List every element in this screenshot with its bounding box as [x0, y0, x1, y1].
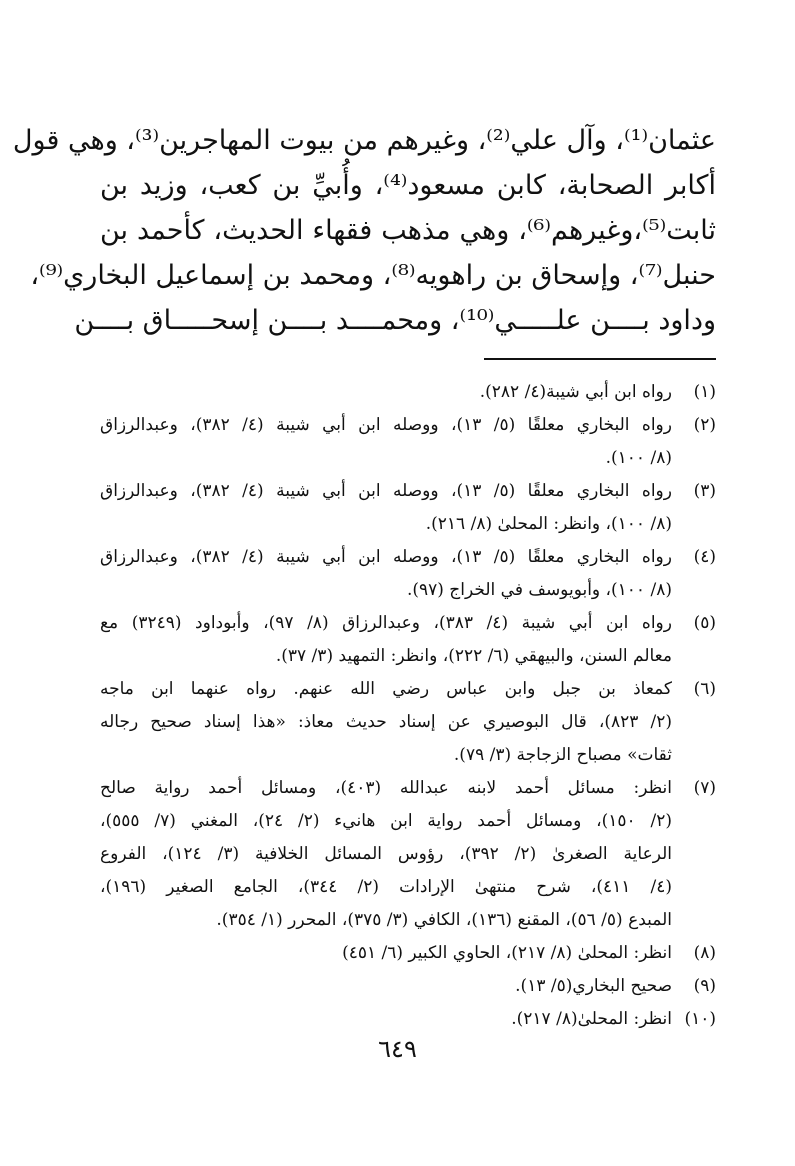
footnote-line: انظر: المحلىٰ(٨/ ٢١٧). [511, 1009, 672, 1029]
footnote-line: رواه البخاري معلقًا (٥/ ١٣)، ووصله ابن أبي شيبة (٤/ ٣٨٢)، وعبدالرزاق [100, 547, 672, 567]
footnote-number: (٩) [693, 976, 716, 996]
footnote-number: (٤) [693, 547, 716, 567]
footnote-9 [100, 970, 716, 1003]
main-line: وداود بــــن علـــــي⁽¹⁰⁾، ومحمــــد بــــن إسحـــــاق بــــن [74, 305, 716, 336]
footnote-5 [100, 607, 716, 673]
footnote-number: (١) [693, 382, 716, 402]
footnote-4 [100, 541, 716, 607]
footnote-number: (٥) [693, 613, 716, 633]
main-line: أكابر الصحابة، كابن مسعود⁽⁴⁾، وأُبيِّ بن كعب، وزيد بن [100, 170, 716, 201]
page-number: ٦٤٩ [378, 1035, 417, 1063]
footnote-7 [100, 772, 716, 937]
footnote-number: (١٠) [684, 1009, 716, 1029]
footnote-6 [100, 673, 716, 772]
footnote-line: (٨/ ١٠٠). [605, 448, 672, 468]
footnote-line: رواه ابن أبي شيبة (٤/ ٣٨٣)، وعبدالرزاق (٨/ ٩٧)، وأبوداود (٣٢٤٩) مع [100, 613, 672, 633]
footnote-text [100, 607, 672, 673]
footnote-text [100, 1003, 672, 1036]
footnote-number: (٨) [693, 943, 716, 963]
footnote-2 [100, 409, 716, 475]
main-line: حنبل⁽⁷⁾، وإسحاق بن راهويه⁽⁸⁾، ومحمد بن إسماعيل البخاري⁽⁹⁾، [30, 260, 716, 291]
page-content [12, 118, 716, 1029]
footnote-text [100, 541, 672, 607]
footnote-line: رواه ابن أبي شيبة(٤/ ٢٨٢). [479, 382, 672, 402]
main-text [12, 118, 716, 343]
footnote-line: الرعاية الصغرىٰ (٢/ ٣٩٢)، رؤوس المسائل الخلافية (٣/ ١٢٤)، الفروع [100, 844, 673, 864]
footnote-line: (٢/ ٨٢٣)، قال البوصيري عن إسناد حديث معاذ: «هذا إسناد صحيح رجاله [100, 712, 672, 732]
footnote-10 [100, 1003, 716, 1036]
main-line: عثمان⁽¹⁾، وآل علي⁽²⁾، وغيرهم من بيوت المهاجرين⁽³⁾، وهي قول [12, 125, 716, 156]
footnote-text [100, 772, 672, 937]
footnote-divider [484, 358, 716, 360]
footnote-line: المبدع (٥/ ٥٦)، المقنع (١٣٦)، الكافي (٣/ ٣٧٥)، المحرر (١/ ٣٥٤). [216, 910, 672, 930]
footnote-line: (٨/ ١٠٠)، وأبويوسف في الخراج (٩٧). [406, 580, 672, 600]
footnote-line: صحيح البخاري(٥/ ١٣). [515, 976, 672, 996]
footnote-number: (٢) [693, 415, 716, 435]
footnote-line: ثقات» مصباح الزجاجة (٣/ ٧٩). [453, 745, 672, 765]
footnotes [100, 376, 716, 1036]
footnote-line: معالم السنن، والبيهقي (٦/ ٢٢٢)، وانظر: التمهيد (٣/ ٣٧). [275, 646, 672, 666]
footnote-1 [100, 376, 716, 409]
footnote-line: رواه البخاري معلقًا (٥/ ١٣)، ووصله ابن أبي شيبة (٤/ ٣٨٢)، وعبدالرزاق [100, 415, 672, 435]
footnote-text [100, 937, 672, 970]
footnote-text [100, 970, 672, 1003]
footnote-3 [100, 475, 716, 541]
footnote-line: رواه البخاري معلقًا (٥/ ١٣)، ووصله ابن أبي شيبة (٤/ ٣٨٢)، وعبدالرزاق [100, 481, 672, 501]
footnote-number: (٣) [693, 481, 716, 501]
footnote-line: انظر: مسائل أحمد لابنه عبدالله (٤٠٣)، ومسائل أحمد رواية صالح [100, 778, 672, 798]
footnote-text [100, 376, 672, 409]
footnote-text [100, 673, 672, 772]
footnote-line: (٢/ ١٥٠)، ومسائل أحمد رواية ابن هانيء (٢/ ٢٤)، المغني (٧/ ٥٥٥)، [100, 811, 672, 831]
footnote-text [100, 409, 672, 475]
footnote-line: (٨/ ١٠٠)، وانظر: المحلىٰ (٨/ ٢١٦). [425, 514, 672, 534]
footnote-line: كمعاذ بن جبل وابن عباس رضي الله عنهم. رواه عنهما ابن ماجه [100, 679, 672, 699]
footnote-number: (٦) [693, 679, 716, 699]
footnote-line: (٤/ ٤١١)، شرح منتهىٰ الإرادات (٢/ ٣٤٤)، الجامع الصغير (١٩٦)، [100, 877, 672, 897]
footnote-8 [100, 937, 716, 970]
footnote-line: انظر: المحلىٰ (٨/ ٢١٧)، الحاوي الكبير (٦/ ٤٥١) [342, 943, 672, 963]
main-line: ثابت⁽⁵⁾،وغيرهم⁽⁶⁾، وهي مذهب فقهاء الحديث، كأحمد بن [100, 215, 716, 246]
footnote-number: (٧) [693, 778, 716, 798]
footnote-text [100, 475, 672, 541]
